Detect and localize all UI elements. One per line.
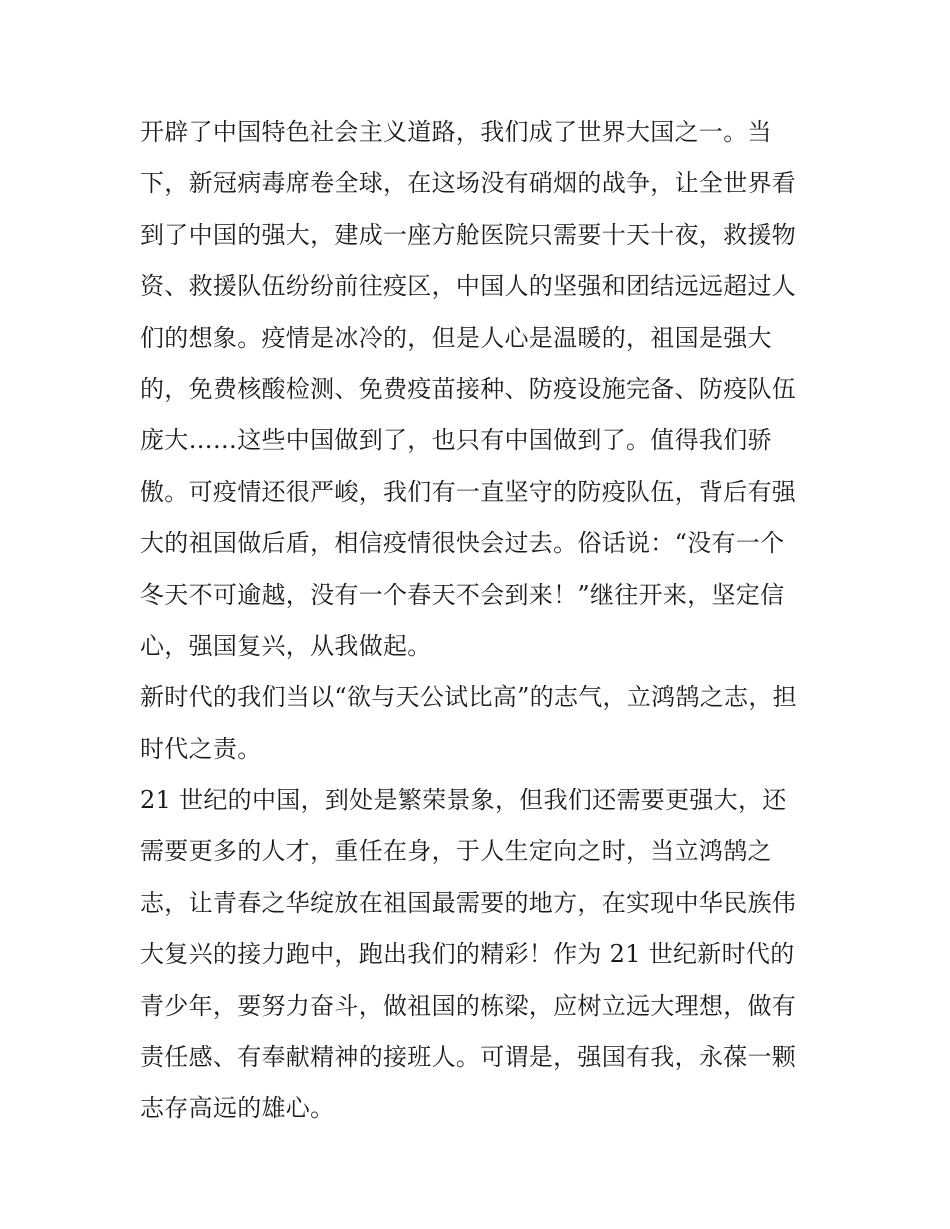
text-line: 需要更多的人才，重任在身，于人生定向之时，当立鸿鹄之 (140, 837, 772, 866)
text-line: 大的祖国做后盾，相信疫情很快会过去。俗话说：“没有一个 (140, 529, 785, 558)
text-line: 到了中国的强大，建成一座方舱医院只需要十天十夜，救援物 (140, 220, 797, 249)
body-text (140, 107, 820, 1135)
text-line: 开辟了中国特色社会主义道路，我们成了世界大国之一。当 (140, 118, 772, 146)
text-line: 责任感、有奉献精神的接班人。可谓是，强国有我，永葆一颗 (140, 1043, 797, 1072)
text-line: 志，让青春之华绽放在祖国最需要的地方，在实现中华民族伟 (140, 888, 797, 917)
text-line: 心，强国复兴，从我做起。 (140, 631, 432, 660)
text-line: 资、救援队伍纷纷前往疫区，中国人的坚强和团结远远超过人 (140, 272, 797, 301)
text-line: 志存高远的雄心。 (140, 1094, 335, 1123)
text-line: 冬天不可逾越，没有一个春天不会到来！”继往开来，坚定信 (140, 580, 785, 609)
text-line: 时代之责。 (140, 734, 262, 763)
text-line: 的，免费核酸检测、免费疫苗接种、防疫设施完备、防疫队伍 (140, 374, 797, 403)
text-line: 傲。可疫情还很严峻，我们有一直坚守的防疫队伍，背后有强 (140, 477, 797, 506)
text-line: 们的想象。疫情是冰冷的，但是人心是温暖的，祖国是强大 (140, 323, 772, 352)
text-line: 大复兴的接力跑中，跑出我们的精彩！作为 21 世纪新时代的 (140, 940, 795, 969)
text-line: 庞大……这些中国做到了，也只有中国做到了。值得我们骄 (140, 426, 772, 455)
text-line: 新时代的我们当以“欲与天公试比高”的志气，立鸿鹄之志，担 (140, 683, 797, 712)
text-line: 下，新冠病毒席卷全球，在这场没有硝烟的战争，让全世界看 (140, 169, 797, 198)
text-line: 青少年，要努力奋斗，做祖国的栋梁，应树立远大理想，做有 (140, 991, 797, 1020)
text-line: 21 世纪的中国，到处是繁荣景象，但我们还需要更强大，还 (140, 786, 787, 815)
